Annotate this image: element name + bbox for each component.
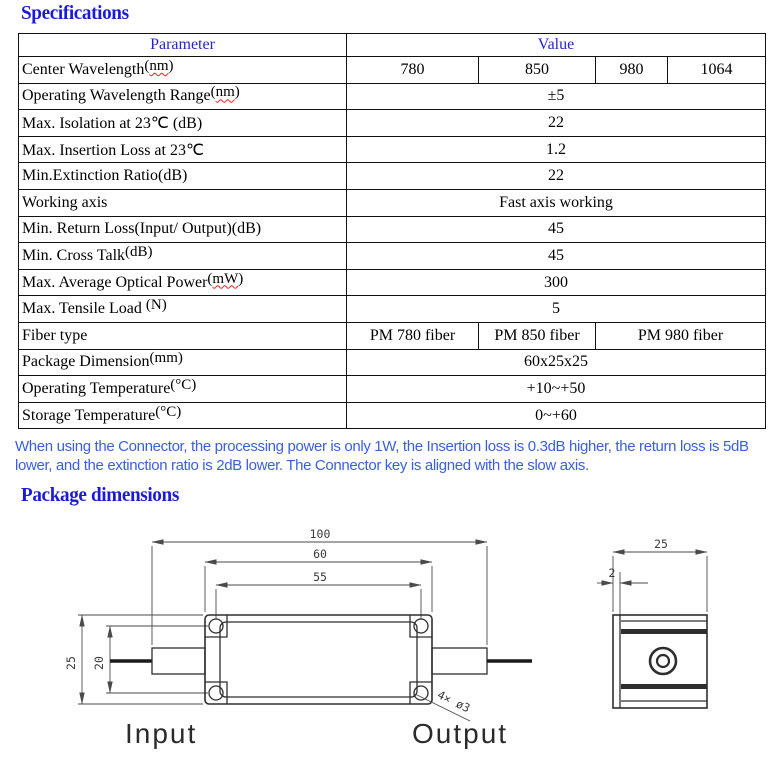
table-row (19, 349, 766, 376)
dim-side-width-label: 25 (654, 537, 668, 551)
param-unit: (nm) (144, 57, 174, 74)
param-cell: Package Dimension(mm) (19, 349, 347, 376)
table-row (19, 216, 766, 243)
param-cell: Max. Insertion Loss at 23℃ (19, 136, 347, 163)
dim-body-length-label: 60 (313, 547, 327, 561)
param-unit: (nm) (210, 84, 240, 101)
value-cell: Fast axis working (347, 189, 766, 216)
package-dimensions-heading: Package dimensions (21, 484, 179, 506)
input-boot (152, 648, 205, 674)
value-cell: 45 (347, 216, 766, 243)
table-row (19, 136, 766, 163)
param-unit: (mW) (207, 270, 244, 287)
input-label: Input (125, 718, 198, 749)
connector-note: When using the Connector, the processing power is only 1W, the Insertion loss is 0.3dB higher, the return loss is 5dB lower, and the extinction ratio is 2dB lower. The Connector key is aligned with the slow axis. (15, 438, 749, 474)
value-cell: ±5 (347, 83, 766, 110)
value-cell: +10~+50 (347, 376, 766, 403)
param-cell: Max. Average Optical Power(mW) (19, 269, 347, 296)
side-groove-band (621, 684, 707, 689)
output-label: Output (412, 718, 509, 749)
side-groove-band (621, 629, 707, 634)
table-row (19, 376, 766, 403)
dim-hole-spacing-x-label: 55 (313, 570, 327, 584)
parameter-header: Parameter (19, 34, 347, 57)
ferrule-inner-circle (657, 655, 669, 667)
value-header: Value (347, 34, 766, 57)
value-cell: PM 980 fiber (596, 322, 766, 349)
value-cell: 22 (347, 163, 766, 190)
table-row (19, 110, 766, 137)
package-body-top-view (205, 615, 432, 704)
param-unit: (°C) (155, 403, 182, 420)
param-cell: Min. Return Loss(Input/ Output)(dB) (19, 216, 347, 243)
param-cell: Min. Cross Talk(dB) (19, 243, 347, 270)
param-cell: Center Wavelength(nm) (19, 57, 347, 84)
table-row (19, 402, 766, 429)
param-cell: Storage Temperature(°C) (19, 402, 347, 429)
table-row (19, 296, 766, 323)
dim-overall-length-label: 100 (309, 527, 331, 541)
ferrule-outer-circle (650, 648, 676, 674)
table-row (19, 269, 766, 296)
specifications-table (18, 33, 766, 429)
ear-step (205, 682, 227, 704)
param-cell: Max. Tensile Load (N) (19, 296, 347, 323)
value-cell: 850 (479, 57, 596, 84)
table-row (19, 243, 766, 270)
value-cell: 45 (347, 243, 766, 270)
value-cell: 22 (347, 110, 766, 137)
value-cell: 300 (347, 269, 766, 296)
param-cell: Operating Temperature(°C) (19, 376, 347, 403)
table-header-row (19, 34, 766, 57)
dim-lip-label: 2 (608, 566, 616, 580)
package-lid (220, 622, 417, 697)
hole-callout-label: 4× ø3 (435, 687, 473, 716)
dim-body-width-label: 25 (64, 656, 78, 670)
table-row (19, 163, 766, 190)
param-unit: (mm) (149, 350, 183, 367)
value-cell: 5 (347, 296, 766, 323)
table-row (19, 322, 766, 349)
value-cell: 1064 (668, 57, 766, 84)
param-unit: (°C) (170, 376, 197, 393)
value-cell: 60x25x25 (347, 349, 766, 376)
param-unit: (N) (145, 297, 167, 314)
param-cell: Operating Wavelength Range(nm) (19, 83, 347, 110)
table-row (19, 83, 766, 110)
value-cell: PM 780 fiber (347, 322, 479, 349)
value-cell: 0~+60 (347, 402, 766, 429)
param-cell: Max. Isolation at 23℃ (dB) (19, 110, 347, 137)
table-row (19, 57, 766, 84)
value-cell: 1.2 (347, 136, 766, 163)
param-cell: Min.Extinction Ratio(dB) (19, 163, 347, 190)
package-dimensions-drawing (0, 515, 772, 770)
param-unit: (dB) (125, 243, 153, 260)
spec-table-body (19, 57, 766, 429)
package-body-side-view (613, 615, 707, 708)
output-boot (432, 648, 487, 674)
value-cell: 780 (347, 57, 479, 84)
value-cell: PM 850 fiber (479, 322, 596, 349)
value-cell: 980 (596, 57, 668, 84)
specifications-heading: Specifications (21, 2, 129, 24)
param-cell: Fiber type (19, 322, 347, 349)
table-row (19, 189, 766, 216)
dim-hole-spacing-y-label: 20 (92, 656, 106, 670)
param-cell: Working axis (19, 189, 347, 216)
